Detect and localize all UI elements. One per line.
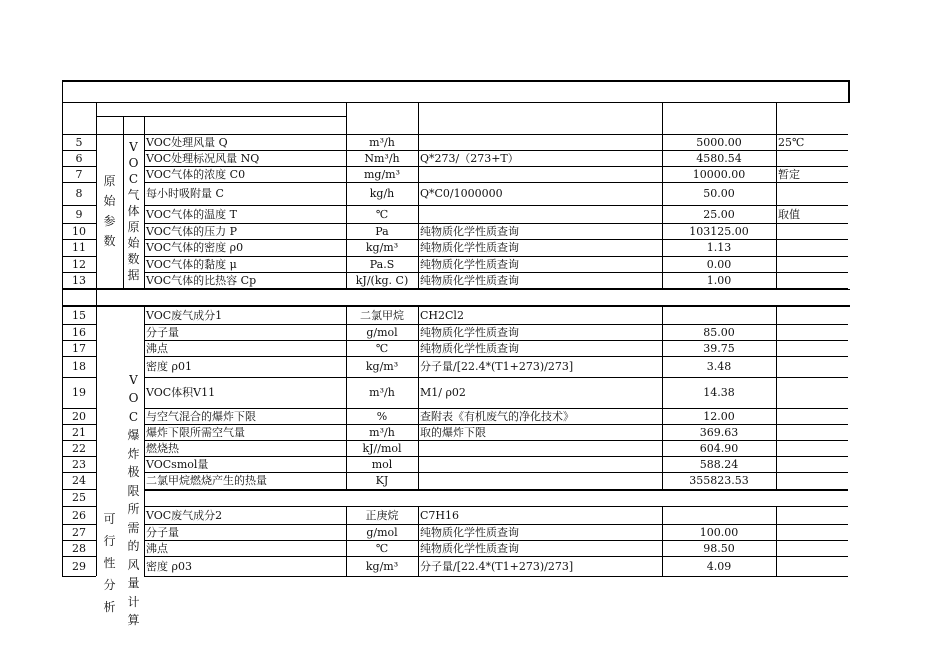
group-char: 量 [127,576,140,590]
row-name: 二氯甲烷燃烧产生的热量 [146,474,267,487]
row-formula: 分子量/[22.4*(T1+273)/273] [420,559,574,573]
grid-line [62,506,96,507]
row-seq: 19 [72,386,86,399]
row-unit: ℃ [375,541,389,555]
row-formula: 纯物质化学性质查询 [420,541,519,555]
row-formula: C7H16 [420,508,460,522]
grid-line [62,272,96,273]
row-value: 14.38 [703,386,735,399]
grid-line [62,340,96,341]
row-value: 98.50 [703,541,735,555]
group-char: 分 [103,578,116,592]
row-seq: 24 [72,474,86,487]
row-remark [776,239,848,256]
row-remark [776,256,848,272]
grid-line [62,489,96,490]
group-char: 性 [103,556,116,570]
grid-line [62,166,96,167]
grid-line [62,324,96,325]
grid-line [144,272,848,273]
grid-line [776,506,777,576]
grid-line [144,472,848,473]
row-formula: 纯物质化学性质查询 [420,325,519,339]
row-name: 沸点 [146,341,168,355]
row-unit: Pa [375,224,389,238]
row-unit: m³/h [369,425,395,439]
row-seq: 17 [72,341,86,355]
grid-line [62,377,96,378]
grid-line [144,377,848,378]
row-name: VOC处理标况风量 NQ [146,151,260,165]
row-name: VOC气体的比热容 Cp [146,273,257,287]
grid-line [144,489,848,491]
row-seq: 7 [75,167,83,181]
grid-line [144,223,848,224]
header-formula [418,102,662,134]
grid-line [346,102,347,288]
row-formula: 分子量/[22.4*(T1+273)/273] [420,360,574,373]
row-name: VOC气体的压力 P [146,224,238,238]
row-seq: 8 [75,187,83,200]
grid-line [62,80,850,82]
row-remark: 暂定 [778,167,800,181]
row-unit: % [376,409,388,423]
grid-line [144,506,848,507]
row-formula [418,134,662,150]
group-char: 爆 [127,428,140,442]
grid-line [144,456,848,457]
row-unit: m³/h [369,386,395,399]
row-remark [776,182,848,205]
row-seq: 10 [72,224,86,238]
row-seq: 12 [72,257,86,271]
row-remark [776,556,848,576]
row-remark [776,540,848,556]
row-formula: 纯物质化学性质查询 [420,273,519,287]
row-remark [776,377,848,408]
row-formula: 取的爆炸下限 [420,425,486,439]
row-value: 604.90 [699,441,739,455]
row-formula: 查附表《有机废气的净化技术》 [420,409,574,423]
group-char: 析 [103,600,116,614]
row-name: VOC气体的温度 T [146,207,238,221]
row-formula [418,456,662,472]
row-name: 分子量 [146,325,179,339]
header-remark [776,102,848,134]
group-char: O [128,391,139,405]
row-remark [776,306,848,324]
row-name: 爆炸下限所需空气量 [146,425,245,439]
grid-line [144,408,848,409]
header-item [96,116,144,134]
row-value: 103125.00 [689,224,749,238]
row-value: 3.48 [706,360,732,373]
row-value: 39.75 [703,341,735,355]
header-unit [346,102,418,134]
row-unit: Nm³/h [364,151,400,165]
row-seq: 5 [75,135,83,149]
row-seq: 11 [72,241,86,254]
row-remark [776,524,848,540]
row-name: VOC废气成分1 [146,308,223,322]
group-char: C [128,172,139,186]
row-remark [776,223,848,239]
row-formula: 纯物质化学性质查询 [420,241,519,254]
row-name: VOC气体的浓度 C0 [146,167,246,181]
row-unit: kJ/(kg. C) [355,273,409,287]
row-name: 密度 ρ01 [146,360,192,373]
row-name: 与空气混合的爆炸下限 [146,409,256,423]
group-char: 限 [127,483,140,498]
grid-line [96,102,97,576]
grid-line [144,524,848,525]
row-name: 燃烧热 [146,441,179,455]
row-seq: 23 [72,457,86,471]
header-value [662,102,776,134]
grid-line [144,256,848,257]
grid-line [144,556,848,557]
group-char: 所 [127,502,140,516]
row-formula [418,472,662,489]
group-char: V [129,372,138,387]
grid-line [62,540,96,541]
row-value: 12.00 [703,409,735,423]
row-remark [776,150,848,166]
row-seq: 13 [72,273,86,287]
row-name: VOC体积V11 [146,386,216,399]
grid-line [144,166,848,167]
header-seq [62,102,96,134]
grid-line [144,324,848,325]
row-seq: 26 [72,508,86,522]
grid-line [418,102,419,288]
row-remark [776,408,848,424]
grid-line [144,440,848,441]
row-formula: 纯物质化学性质查询 [420,257,519,271]
row-formula: 纯物质化学性质查询 [420,224,519,238]
group-char: 的 [127,539,140,553]
group-char: 数 [103,234,116,248]
row-value [662,306,776,324]
grid-line [62,182,96,183]
row-value [662,506,776,524]
row-value: 588.24 [699,457,739,471]
row-seq: 9 [75,207,83,221]
group-voc-raw-data [123,134,144,288]
row-name: VOCsmol量 [146,457,209,471]
row-remark: 取值 [778,207,800,221]
row-formula [418,440,662,456]
group-char: 始 [127,236,140,250]
group-char: 参 [103,214,116,228]
row-seq: 15 [72,308,86,322]
row-unit: kg/m³ [365,360,399,373]
row-seq: 22 [72,441,86,455]
grid-line [144,150,848,151]
row-remark [776,272,848,288]
row-unit: kJ//mol [362,441,402,455]
group-char: 需 [127,520,140,535]
row-value: 0.00 [706,257,732,271]
row-formula: 纯物质化学性质查询 [420,525,519,539]
grid-line [96,116,346,117]
grid-line [62,239,96,240]
group-char: 风 [127,557,140,572]
group-char: 原 [127,220,140,234]
grid-line [62,134,848,135]
grid-line [144,356,848,357]
group-char: 极 [127,465,140,479]
row-formula: 纯物质化学性质查询 [420,341,519,355]
row-name: VOC处理风量 Q [146,135,228,149]
row-seq: 16 [72,325,86,339]
row-formula [418,166,662,182]
row-formula: CH2Cl2 [420,308,464,322]
grid-line [62,205,96,206]
sheet-title [62,80,848,102]
grid-line [123,116,124,134]
group-char: V [129,140,138,154]
row-unit: g/mol [366,525,398,539]
group-char: 原 [103,174,116,188]
grid-line [144,239,848,240]
group-char: 炸 [127,446,140,461]
row-seq: 6 [75,151,83,165]
row-formula: Q*273/（273+T） [420,151,519,165]
grid-line [62,305,850,307]
row-value: 5000.00 [696,135,742,149]
group-char: 数 [127,252,140,266]
group-char: C [128,409,139,424]
row-value: 4580.54 [696,151,742,165]
grid-line [62,556,96,557]
group-char: 体 [127,204,140,218]
grid-line [62,408,96,409]
row-unit: 正庚烷 [365,508,399,522]
row-unit: KJ [375,474,389,487]
grid-line [346,506,347,576]
row-unit: 二氯甲烷 [360,308,404,322]
grid-line [62,456,96,457]
group-feasibility [96,512,123,614]
grid-line [144,182,848,183]
grid-line [418,306,419,489]
row-name: VOC气体的黏度 μ [146,257,237,271]
row-remark [776,472,848,489]
row-value: 1.00 [706,273,732,287]
row-value: 100.00 [699,525,739,539]
row-formula: M1/ ρ02 [420,386,466,399]
grid-line [62,424,96,425]
row-remark [776,356,848,377]
group-char: 计 [127,594,140,609]
row-remark [776,440,848,456]
group-char: 气 [127,188,140,202]
grid-line [662,506,663,576]
grid-line [62,472,96,473]
grid-line [62,440,96,441]
grid-line [776,102,777,288]
row-formula [418,205,662,223]
row-unit: g/mol [366,325,398,339]
row-unit: mg/m³ [363,167,401,181]
row-unit: kg/m³ [365,241,399,254]
group-raw-params [96,134,123,288]
group-voc-explosion [123,372,144,627]
group-char: 行 [103,534,116,548]
row-value: 1.13 [706,241,732,254]
grid-line [62,524,96,525]
grid-line [144,340,848,341]
row-remark [776,340,848,356]
row-unit: ℃ [375,341,389,355]
grid-line [144,116,145,288]
row-seq: 20 [72,409,86,423]
row-seq: 27 [72,525,86,539]
row-name: 分子量 [146,525,179,539]
grid-line [62,356,96,357]
row-value: 50.00 [703,187,735,200]
grid-line [144,306,145,576]
row-seq: 28 [72,541,86,555]
row-value: 4.09 [706,559,732,573]
row-unit: kg/m³ [365,559,399,573]
row-value: 10000.00 [692,167,746,181]
row-seq: 21 [72,425,86,439]
header-name-symbol [123,102,346,116]
grid-line [144,205,848,206]
row-value: 355823.53 [689,474,749,487]
row-remark [776,424,848,440]
row-name: 密度 ρ03 [146,559,192,573]
row-seq: 29 [72,559,86,573]
row-remark [776,506,848,524]
row-formula: Q*C0/1000000 [420,187,503,200]
grid-line [144,424,848,425]
row-remark [776,456,848,472]
grid-line [62,223,96,224]
row-remark [776,324,848,340]
row-seq: 25 [72,491,86,504]
grid-line [144,540,848,541]
row-value: 369.63 [699,425,739,439]
row-unit: Pa.S [369,257,395,271]
grid-line [346,306,347,489]
grid-line [62,256,96,257]
grid-line [144,576,848,577]
group-char: 可 [103,512,116,526]
grid-line [662,102,663,288]
row-name: VOC气体的密度 ρ0 [146,241,244,254]
grid-line [776,306,777,489]
group-char: 据 [127,268,140,282]
grid-line [62,576,96,577]
grid-line [62,80,63,576]
grid-line [62,150,96,151]
row-unit: mol [371,457,393,471]
row-value: 85.00 [703,325,735,339]
group-char: 始 [103,194,116,208]
grid-line [848,80,850,102]
grid-line [418,506,419,576]
group-char: 算 [127,613,140,627]
grid-line [62,102,850,103]
row-unit: m³/h [369,135,395,149]
header-symbol-meaning [144,116,346,134]
row-unit: kg/h [369,187,395,200]
row-remark: 25℃ [778,135,805,149]
grid-line [62,289,850,290]
row-name: VOC废气成分2 [146,508,223,522]
row-name: 沸点 [146,541,168,555]
row-seq: 18 [72,360,86,373]
grid-line [123,134,124,288]
group-char: O [128,156,139,170]
grid-line [662,306,663,489]
row-unit: ℃ [375,207,389,221]
row-value: 25.00 [703,207,735,221]
row-name: 每小时吸附量 C [146,187,224,200]
